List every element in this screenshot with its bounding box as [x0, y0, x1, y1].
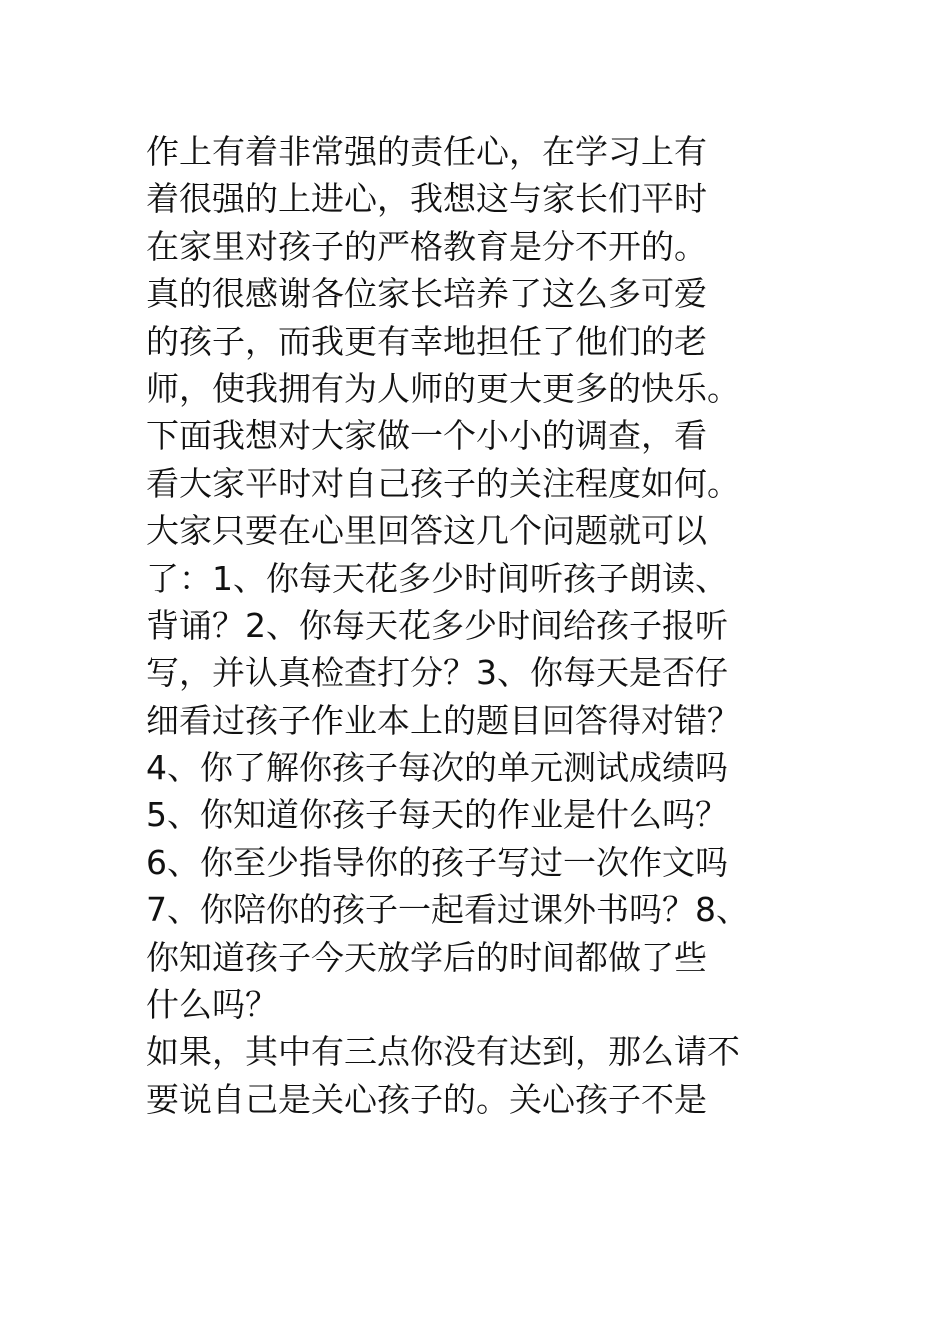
text-line: 你知道孩子今天放学后的时间都做了些 — [146, 937, 707, 977]
text-line: 了：1、你每天花多少时间听孩子朗读、 — [146, 558, 728, 598]
text-line: 真的很感谢各位家长培养了这么多可爱 — [146, 274, 707, 314]
text-line: 的孩子，而我更有幸地担任了他们的老 — [146, 321, 707, 361]
text-line: 什么吗？ — [146, 985, 278, 1025]
text-line: 在家里对孩子的严格教育是分不开的。 — [146, 226, 707, 266]
text-line: 作上有着非常强的责任心，在学习上有 — [146, 132, 707, 171]
text-line: 如果，其中有三点你没有达到，那么请不 — [146, 1032, 740, 1072]
text-line: 下面我想对大家做一个小小的调查，看 — [146, 416, 707, 456]
text-line: 细看过孩子作业本上的题目回答得对错？ — [146, 700, 740, 740]
text-line: 写，并认真检查打分？3、你每天是否仔 — [146, 653, 728, 693]
text-line: 大家只要在心里回答这几个问题就可以 — [146, 511, 707, 551]
text-line: 要说自己是关心孩子的。关心孩子不是 — [146, 1079, 707, 1119]
text-line: 5、你知道你孩子每天的作业是什么吗？ — [146, 795, 728, 835]
text-line: 师，使我拥有为人师的更大更多的快乐。 — [146, 368, 740, 408]
text-line: 4、你了解你孩子每次的单元测试成绩吗 — [146, 748, 728, 788]
text-line: 6、你至少指导你的孩子写过一次作文吗 — [146, 842, 728, 882]
text-line: 背诵？2、你每天花多少时间给孩子报听 — [146, 605, 728, 645]
text-line: 着很强的上进心，我想这与家长们平时 — [146, 179, 707, 219]
text-line: 7、你陪你的孩子一起看过课外书吗？8、 — [146, 890, 749, 930]
text-line: 看大家平时对自己孩子的关注程度如何。 — [146, 463, 740, 503]
body-text — [146, 128, 846, 1123]
